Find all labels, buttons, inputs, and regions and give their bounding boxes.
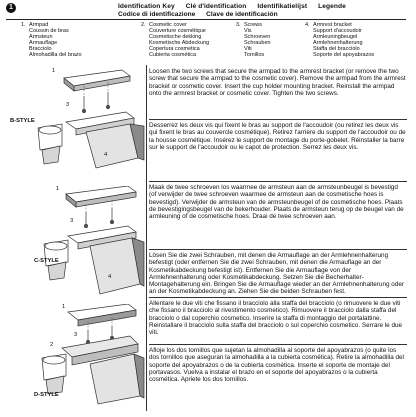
title-nl: Identifikatielijst — [257, 3, 308, 10]
paragraph-separator — [149, 344, 407, 345]
b-style-armrest-diagram — [4, 66, 146, 186]
c-style-armrest-diagram — [4, 186, 146, 304]
key-item-screws — [236, 22, 271, 58]
key-line: Kosmetische Abdeckung — [149, 39, 210, 46]
key-line: Vis — [244, 27, 252, 34]
key-line: Armsteun — [29, 33, 53, 40]
paragraph-french: Desserrez les deux vis qui fixent le bras au support de l'accoudoir (ou retirez les deux vis qui fixent le bras au couvercle cosmétique). Retirez l'arrière du support de l'accoudoir ou de la housse cosmétique. Insérez le support de montage du porte-gobelet. Réinstaller la barre sur le support de l'accoudoir ou le capot de protection. Serrez les deux vis. — [149, 122, 406, 151]
paragraph-spanish: Afloje los dos tornillos que sujetan la almohadilla al soporte del apoyabrazos (o quite los dos tornillos que aseguran la almohadilla a la cubierta cosmética). Retire la almohadilla del soporte del apoyabrazos o de la cubierta cosmética. Inserte el soporte de montaje del portavasos. Vuelva a instalar el brazo en el soporte del apoyabrazos o la cubierta cosmética. Apriete los dos tornillos. — [149, 347, 404, 383]
key-line: Couverture cosmétique — [149, 27, 206, 34]
subtitle-es: Clave de identificación — [206, 11, 278, 18]
figure-label-d-style: D-STYLE — [34, 392, 59, 398]
title-en: Identification Key — [118, 3, 175, 10]
callout-armpad: 1 — [52, 68, 56, 74]
key-line: Tornillos — [244, 51, 265, 58]
subtitle-it: Codice di identificazione — [118, 11, 196, 18]
paragraph-separator — [149, 181, 407, 182]
key-line: Viti — [244, 45, 252, 52]
key-line: Schroeven — [244, 33, 271, 40]
paragraph-separator — [149, 297, 407, 298]
paragraph-italian: Allentare le due viti che fissano il bracciolo alla staffa del bracciolo (o rimuovere le due viti che fissano il bracciolo al rivestimento cosmetico). Rimuovere il bracciolo dalla staffa del bracciolo o dal coperchio cosmetico. Inserire la staffa di montaggio del portalattine. Reinstallare il bracciolo sulla staffa del bracciolo o sul coperchio cosmetico. Serrare le due viti. — [149, 300, 403, 336]
d-style-armrest-diagram — [4, 304, 146, 412]
paragraph-separator — [149, 119, 407, 120]
key-line: Schrauben — [244, 39, 271, 46]
paragraph-german: Lösen Sie die zwei Schrauben, mit denen die Armauflage an der Armlehnenhalterung befestigt (oder entfernen Sie die zwei Schrauben, mit denen die Armauflage an der Kosmetikabdeckung befestigt ist). Entfernen Sie die Armauflage von der Armlehnenhalterung oder Kosmetikabdeckung. Setzen Sie die Becherhalter-Montagehalterung ein. Bringen Sie die Armauflage wieder an der Armlehnenhalterung oder an der Kosmetikabdeckung an. Ziehen Sie die beiden Schrauben fest. — [149, 252, 404, 296]
callout-armpad: 1 — [56, 186, 60, 192]
key-line: Copertura cosmetica — [149, 45, 200, 52]
key-number: 2. — [141, 22, 146, 28]
callout-screws: 3 — [66, 102, 70, 108]
figure-c-style — [4, 186, 146, 304]
figure-label-c-style: C-STYLE — [34, 258, 59, 264]
callout-bracket: 4 — [104, 152, 108, 158]
key-line: Almohadilla del brazo — [29, 51, 82, 58]
key-line: Cubierta cosmética — [149, 51, 197, 58]
callout-screws: 3 — [74, 332, 78, 338]
callout-screws: 3 — [70, 218, 74, 224]
identification-key-subtitle — [118, 11, 287, 18]
column-divider — [146, 65, 147, 411]
paragraph-dutch: Maak de twee schroeven los waarmee de armsteun aan de armsteunbeugel is bevestigd (of verwijder de twee schroeven waarmee de armsteun aan de cosmetische hoes is bevestigd). Verwijder de armsteun van de armsteunbeugel of de cosmetische hoes. Plaats de bevestigingsbeugel van de bekerhouder. Plaats de armsteun terug op de beugel van de armleuning of de cosmetische hoes. Draai de twee schroeven aan. — [149, 184, 404, 220]
key-line: Armauflage — [29, 39, 58, 46]
key-line: Bracciolo — [29, 45, 52, 52]
key-line: Cosmetische dekking — [149, 33, 202, 40]
key-number: 3. — [236, 22, 241, 28]
key-line: Armpad — [29, 22, 49, 28]
key-line: Soporte del apoyabrazos — [313, 51, 375, 58]
paragraph-separator — [149, 249, 407, 250]
key-line: Staffa del bracciolo — [313, 45, 360, 52]
title-de: Legende — [318, 3, 346, 10]
paragraph-english: Loosen the two screws that secure the armpad to the armrest bracket (or remove the two screw that secure the armpad to the cosmetic cover). Remove the armpad from the armrest bracket or cosmetic cover. Insert the cup holder mounting bracket. Reinstall the armpad onto the armrest bracket or cosmetic cover. Tighten the two screws. — [149, 68, 406, 97]
callout-cosmetic-cover: 2 — [50, 342, 54, 348]
key-line: Support d'accoudoir — [313, 27, 362, 34]
key-line: Armlehnenhalterung — [313, 39, 363, 46]
callout-bracket: 4 — [108, 274, 112, 280]
page-number-badge: 1 — [6, 3, 16, 13]
key-line: Armleuningbeugel — [313, 33, 358, 40]
key-item-armrest-bracket — [305, 22, 375, 58]
header-rule — [6, 19, 406, 20]
figure-b-style — [4, 66, 146, 186]
figure-d-style — [4, 304, 146, 412]
key-number: 4. — [305, 22, 310, 28]
callout-armpad: 1 — [62, 304, 66, 310]
title-fr: Clé d'identification — [185, 3, 247, 10]
key-item-cosmetic-cover — [141, 22, 210, 58]
key-line: Screws — [244, 22, 263, 28]
key-number: 1. — [21, 22, 26, 28]
key-line: Armrest bracket — [313, 22, 352, 28]
key-item-armpad — [21, 22, 82, 58]
key-line: Cosmetic cover — [149, 22, 187, 28]
figure-label-b-style: B-STYLE — [10, 118, 35, 124]
identification-key-title — [118, 3, 355, 10]
key-line: Coussin de bras — [29, 27, 69, 34]
